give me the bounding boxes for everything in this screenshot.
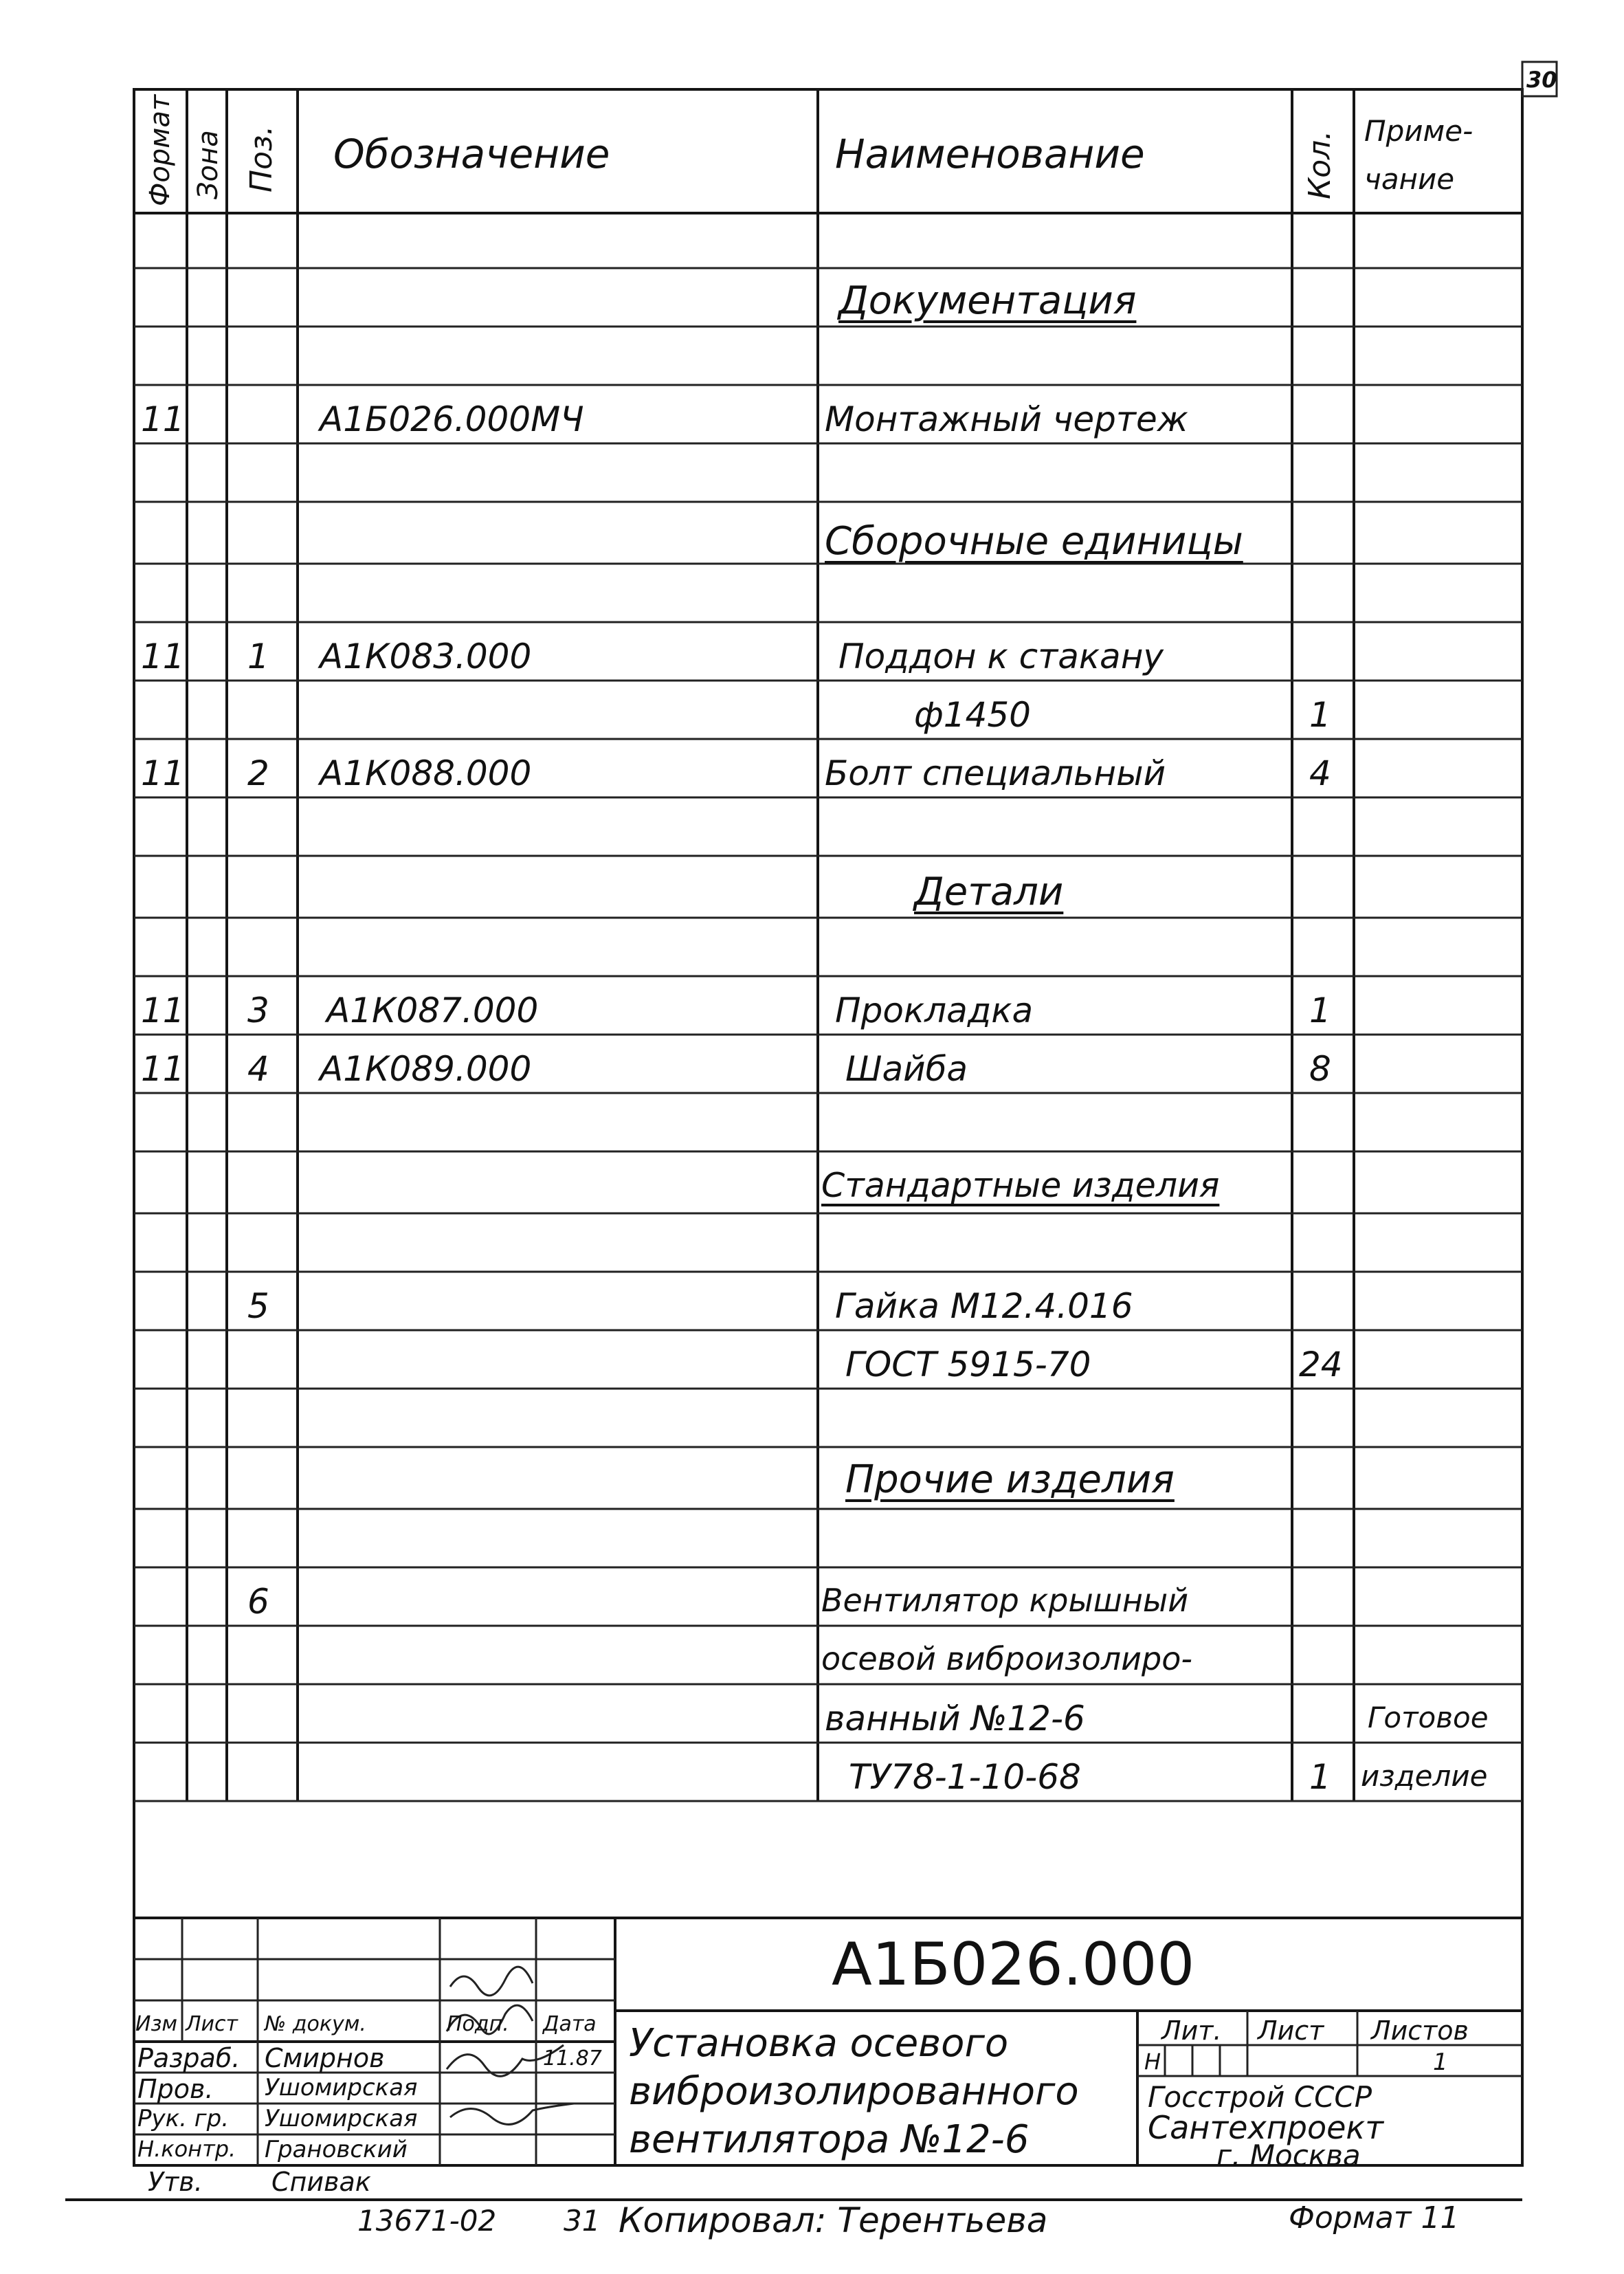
header-pos: Поз.	[244, 125, 279, 192]
row-16-name: ТУ78-1-10-68	[849, 1757, 1081, 1797]
lit-value: Н	[1144, 2049, 1161, 2075]
header-note-1: Приме-	[1364, 114, 1473, 148]
org-line-3: г. Москва	[1216, 2139, 1361, 2172]
row-15-note: Готовое	[1368, 1701, 1489, 1734]
name-utv: Спивак	[271, 2167, 371, 2197]
row-5-designation: А1К088.000	[320, 753, 532, 793]
row-13-name: Вентилятор крышный	[821, 1582, 1189, 1619]
row-8-name: Шайба	[845, 1049, 968, 1089]
header-zone: Зона	[192, 130, 224, 199]
row-5-name: Болт специальный	[825, 753, 1166, 793]
row-8-designation: А1К089.000	[320, 1049, 532, 1089]
row-11-name: ГОСТ 5915-70	[845, 1345, 1091, 1384]
row-11-qty: 24	[1299, 1345, 1343, 1384]
row-14-name: осевой виброизолиро-	[821, 1640, 1192, 1677]
row-8-qty: 8	[1309, 1049, 1331, 1089]
title-line-3: вентилятора №12-6	[629, 2117, 1030, 2162]
name-ruk: Ушомирская	[265, 2105, 418, 2132]
title-line-2: виброизолированного	[629, 2069, 1079, 2114]
row-4-qty: 1	[1309, 695, 1331, 735]
section-assembly-units: Сборочные единицы	[825, 519, 1243, 564]
row-lines	[134, 268, 1522, 1801]
row-10-name: Гайка М12.4.016	[835, 1286, 1133, 1326]
header-designation: Обозначение	[333, 131, 610, 177]
archive-sheet: 31	[564, 2204, 601, 2238]
row-3-pos: 1	[247, 637, 269, 676]
row-7-pos: 3	[247, 991, 269, 1030]
row-7-qty: 1	[1309, 991, 1331, 1030]
signature-nkontr	[450, 2104, 574, 2124]
doc-code: А1Б026.000	[832, 1930, 1195, 1999]
section-other-items: Прочие изделия	[845, 1457, 1175, 1502]
col-ndoc: № докум.	[265, 2012, 366, 2036]
section-parts: Детали	[914, 870, 1064, 914]
header-note-2: чание	[1364, 162, 1455, 196]
role-nkontr: Н.контр.	[137, 2136, 236, 2162]
row-10-pos: 5	[247, 1286, 269, 1326]
format-label: Формат 11	[1289, 2200, 1460, 2236]
col-data: Дата	[543, 2012, 597, 2036]
row-5-qty: 4	[1309, 753, 1331, 793]
role-razrab: Разраб.	[137, 2043, 241, 2073]
sheets-label: Листов	[1371, 2016, 1469, 2046]
row-7-format: 11	[141, 991, 185, 1030]
name-nkontr: Грановский	[265, 2136, 408, 2163]
col-izm: Изм	[135, 2012, 178, 2036]
title-line-1: Установка осевого	[629, 2021, 1009, 2066]
row-5-format: 11	[141, 753, 185, 793]
section-documentation: Документация	[838, 278, 1137, 323]
col-podp: Подп.	[447, 2012, 509, 2036]
row-7-name: Прокладка	[835, 991, 1034, 1030]
row-7-designation: А1К087.000	[326, 991, 539, 1030]
header-format: Формат	[144, 94, 176, 206]
name-razrab: Смирнов	[265, 2043, 385, 2073]
section-standard-items: Стандартные изделия	[821, 1166, 1220, 1205]
row-3-designation: А1К083.000	[320, 637, 532, 676]
date-razrab: 11.87	[543, 2046, 602, 2071]
header-qty: Кол.	[1302, 130, 1337, 199]
row-5-pos: 2	[247, 753, 269, 793]
role-utv: Утв.	[148, 2167, 203, 2197]
header-name: Наименование	[835, 131, 1145, 177]
row-13-pos: 6	[247, 1582, 269, 1622]
row-3-format: 11	[141, 637, 185, 676]
row-15-name: ванный №12-6	[825, 1699, 1085, 1738]
role-prov: Пров.	[137, 2074, 214, 2104]
row-8-format: 11	[141, 1049, 185, 1089]
lit-label: Лит.	[1161, 2016, 1222, 2046]
row-16-qty: 1	[1309, 1757, 1331, 1797]
row-4-name: ф1450	[914, 695, 1031, 735]
row-16-note: изделие	[1361, 1759, 1488, 1793]
name-prov: Ушомирская	[265, 2074, 418, 2101]
sheets-value: 1	[1433, 2049, 1448, 2076]
row-1-designation: А1Б026.000МЧ	[320, 399, 584, 439]
org-line-1: Госстрой СССР	[1148, 2080, 1372, 2114]
copied-by: Копировал: Терентьева	[619, 2200, 1048, 2240]
row-8-pos: 4	[247, 1049, 269, 1089]
page-number: 30	[1526, 67, 1557, 93]
org-line-2: Сантехпроект	[1148, 2109, 1384, 2146]
archive-number: 13671-02	[357, 2204, 497, 2238]
row-1-format: 11	[141, 399, 185, 439]
row-1-name: Монтажный чертеж	[825, 399, 1188, 439]
sheet-label: Лист	[1258, 2016, 1324, 2046]
col-list: Лист	[186, 2012, 238, 2036]
signature-razrab	[450, 1967, 533, 1996]
role-ruk: Рук. гр.	[137, 2105, 230, 2132]
row-3-name: Поддон к стакану	[838, 637, 1164, 676]
